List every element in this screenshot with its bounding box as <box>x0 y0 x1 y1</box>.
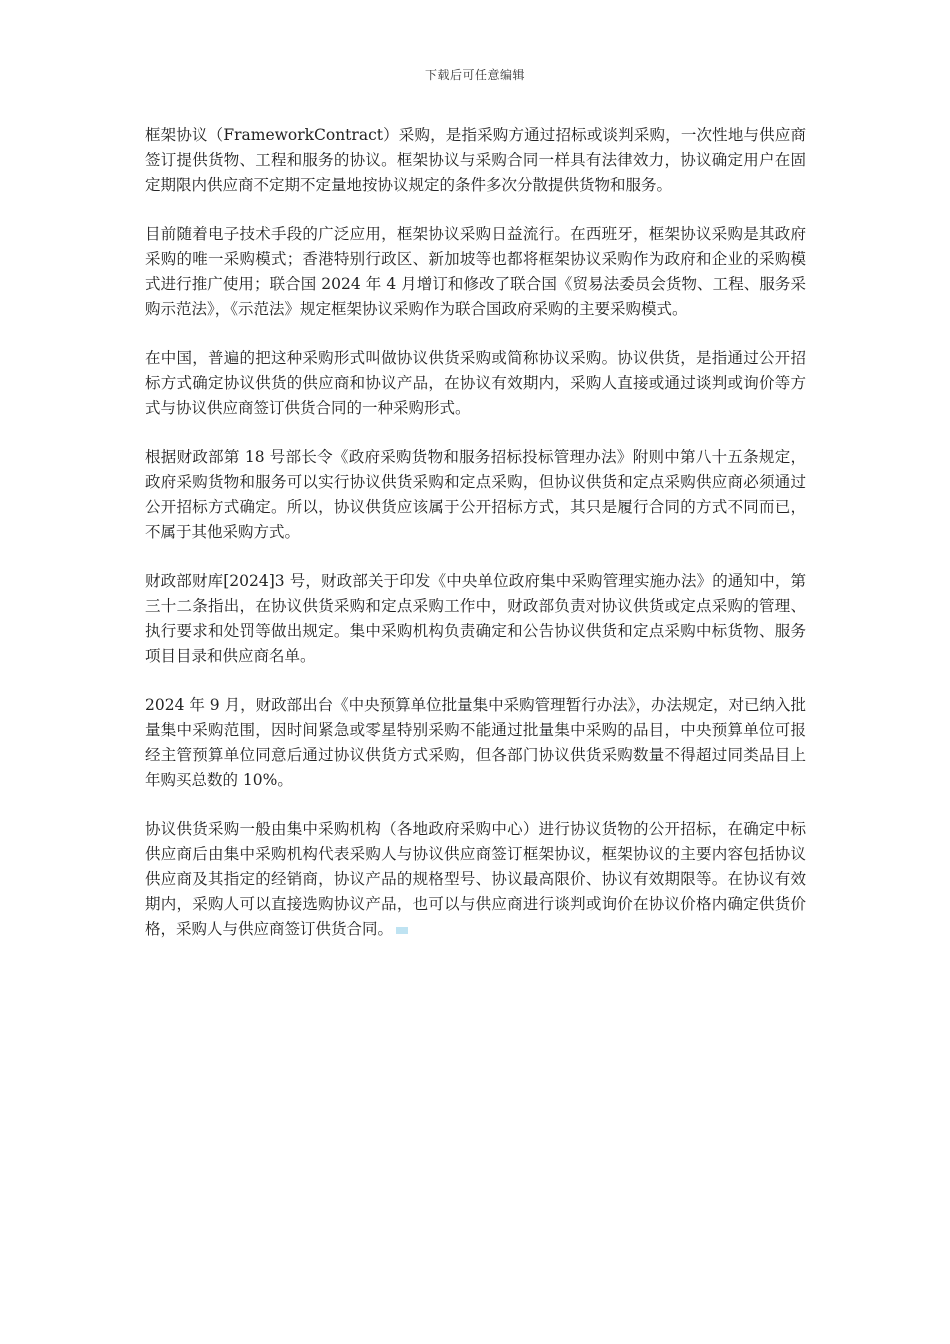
paragraph-order-18: 根据财政部第 18 号部长令《政府采购货物和服务招标投标管理办法》附则中第八十五条规定，政府采购货物和服务可以实行协议供货采购和定点采购，但协议供货和定点采购供应商必须通过公开招标方式确定。所以，协议供货应该属于公开招标方式，其只是履行合同的方式不同而已，不属于其他采购方式。 <box>145 448 806 541</box>
page-header: 下载后可任意编辑 <box>424 68 525 82</box>
paragraph-end-mark <box>396 927 408 934</box>
paragraph-batch-procurement: 2024 年 9 月，财政部出台《中央预算单位批量集中采购管理暂行办法》，办法规定，对已纳入批量集中采购范围，因时间紧急或零星特别采购不能通过批量集中采购的品目，中央预算单位可报经主管预算单位同意后通过协议供货方式采购，但各部门协议供货采购数量不得超过同类品目上年购买总数的 10%。 <box>145 696 806 789</box>
paragraph-caiku-notice: 财政部财库[2024]3 号，财政部关于印发《中央单位政府集中采购管理实施办法》的通知中，第三十二条指出，在协议供货采购和定点采购工作中，财政部负责对协议供货或定点采购的管理、执行要求和处罚等做出规定。集中采购机构负责确定和公告协议供货和定点采购中标货物、服务项目目录和供应商名单。 <box>145 572 806 665</box>
paragraph-framework-definition: 框架协议（FrameworkContract）采购，是指采购方通过招标或谈判采购，一次性地与供应商签订提供货物、工程和服务的协议。框架协议与采购合同一样具有法律效力，协议确定用户在固定期限内供应商不定期不定量地按协议规定的条件多次分散提供货物和服务。 <box>145 126 806 194</box>
document-body <box>145 123 806 966</box>
paragraph-international-practice: 目前随着电子技术手段的广泛应用，框架协议采购日益流行。在西班牙，框架协议采购是其政府采购的唯一采购模式；香港特别行政区、新加坡等也都将框架协议采购作为政府和企业的采购模式进行推广使用；联合国 2024 年 4 月增订和修改了联合国《贸易法委员会货物、工程、服务采购示范法》，《示范法》规定框架协议采购作为联合国政府采购的主要采购模式。 <box>145 225 806 318</box>
paragraph-agreement-procedure-text: 协议供货采购一般由集中采购机构（各地政府采购中心）进行协议货物的公开招标，在确定中标供应商后由集中采购机构代表采购人与协议供应商签订框架协议，框架协议的主要内容包括协议供应商及其指定的经销商，协议产品的规格型号、协议最高限价、协议有效期限等。在协议有效期内，采购人可以直接选购协议产品，也可以与供应商进行谈判或询价在协议价格内确定供货价格，采购人与供应商签订供货合同。 <box>145 820 806 938</box>
paragraph-china-practice: 在中国，普遍的把这种采购形式叫做协议供货采购或简称协议采购。协议供货，是指通过公开招标方式确定协议供货的供应商和协议产品，在协议有效期内，采购人直接或通过谈判或询价等方式与协议供应商签订供货合同的一种采购形式。 <box>145 349 806 417</box>
paragraph-agreement-procedure <box>145 817 806 942</box>
